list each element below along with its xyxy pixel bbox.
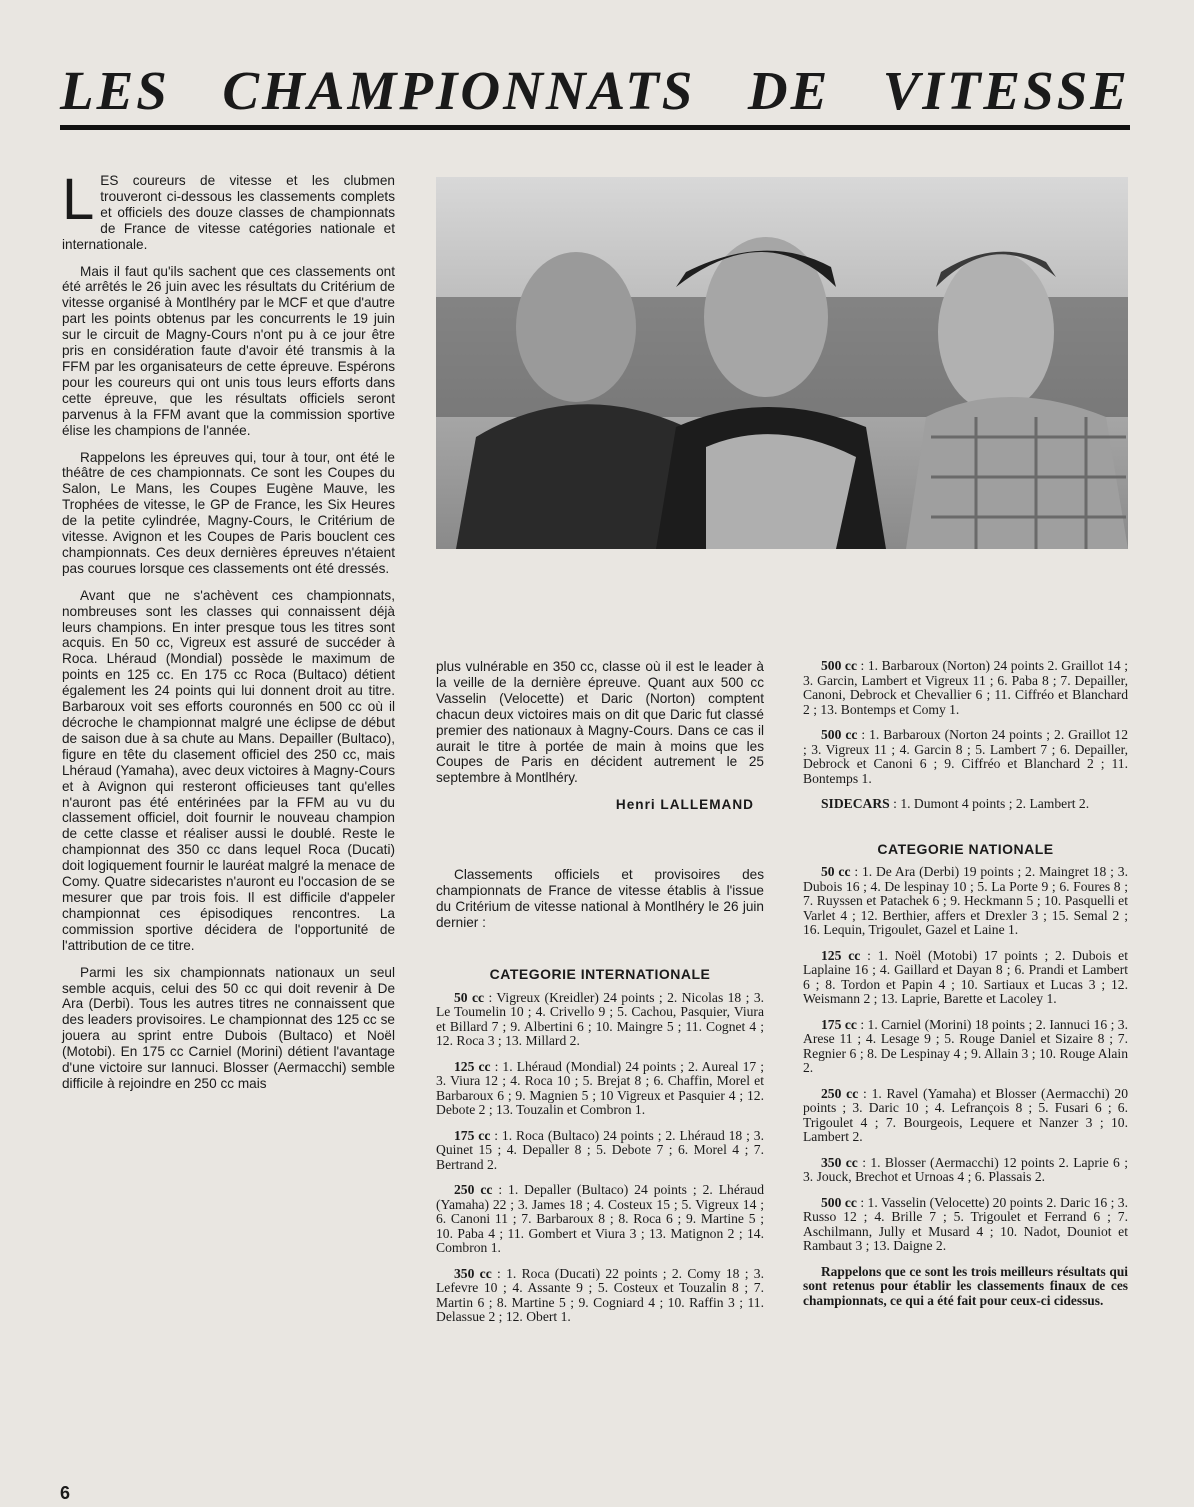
result-entry: 350 cc : 1. Blosser (Aermacchi) 12 points 2. Laprie 6 ; 3. Jouck, Brechot et Urnoas 4 ; 6. Plassais 2.	[803, 1154, 1128, 1185]
result-entry: SIDECARS : 1. Dumont 4 points ; 2. Lambert 2.	[821, 796, 1090, 811]
article-column-3	[803, 659, 1128, 1319]
article-column-1	[62, 167, 395, 1103]
result-entry: 175 cc : 1. Roca (Bultaco) 24 points ; 2. Lhéraud 18 ; 3. Quinet 15 ; 4. Depaller 8 ; 5. Debote 7 ; 6. Morel 4 ; 7. Bertrand 2.	[436, 1127, 764, 1172]
result-entry: 125 cc : 1. Noël (Motobi) 17 points ; 2. Dubois et Laplaine 16 ; 4. Gaillard et Dayan 8 ; 6. Prandi et Lambert 6 ; 8. Tordon et Papin 4 ; 10. Sartiaux et Lucas 3 ; 12. Weismann 2 ; 13. Laprie, Barette et Lacoley 1.	[803, 947, 1128, 1007]
body-paragraph: Rappelons les épreuves qui, tour à tour, ont été le théâtre de ces championnats. Ce sont les Coupes du Salon, Le Mans, les Coupes Eugène Mauve, les Trophées de vitesse, le GP de France, les Six Heures de la petite cylindrée, Magny-Cours, le Critérium de vitesse. Avignon et les Coupes de Paris bouclent ces championnats. Ces deux dernières épreuves n'étaient pas courues lorsque ces classements ont été dressés.	[62, 449, 395, 576]
body-paragraph: Mais il faut qu'ils sachent que ces classements ont été arrêtés le 26 juin avec les résultats du Critérium de vitesse organisé à Montlhéry par le MCF et que d'autre part les points obtenus par les concurrents le 19 juin sur le circuit de Magny-Cours n'ont pu à ce jour être pris en considération faute d'avoir été transmis à la FFM par les organisateurs de cette épreuve. Espérons pour les coureurs qui ont unis tous leurs efforts dans cette épreuve, que les résultats officiels seront parvenus à la FFM avant que la commission sportive élise les champions de l'année.	[62, 263, 395, 438]
intro-paragraph: LES coureurs de vitesse et les clubmen trouveront ci-dessous les classements complets et officiels des douze classes de championnats de France de vitesse catégories nationale et internationale.	[62, 167, 395, 252]
results-intro: Classements officiels et provisoires des championnats de France de vitesse établis à l'issue du Critérium de vitesse national à Montlhéry le 26 juin dernier :	[436, 867, 764, 930]
result-entry: 500 cc : 1. Barbaroux (Norton 24 points ; 2. Graillot 12 ; 3. Vigreux 11 ; 4. Garcin 8 ; 5. Lambert 7 ; 6. Depailler, Debrock et Canoni 6 ; 9. Ciffréo et Blanchard 2 ; 11. Bontemps 1.	[803, 727, 1129, 786]
title-word: VITESSE	[882, 60, 1130, 121]
result-entry: 50 cc : 1. De Ara (Derbi) 19 points ; 2. Maingret 18 ; 3. Dubois 16 ; 4. De lespinay 10 ; 5. La Porte 9 ; 6. Foures 8 ; 7. Ruyssen et Patachek 6 ; 9. Heckmann 5 ; 10. Pasquelli et Varlet 4 ; 12. Berthier, affers et Drexler 3 ; 15. Semal 2 ; 16. Lequin, Trigoulet, Gazel et Laine 1.	[803, 864, 1128, 938]
result-entry: 500 cc : 1. Barbaroux (Norton) 24 points 2. Graillot 14 ; 3. Garcin, Lambert et Vigreux 11 ; 6. Paba 8 ; 7. Depailler, Canoni, Debrock et Chevallier 6 ; 11. Ciffréo et Blanchard 2 ; 13. Bontemps et Comy 1.	[803, 658, 1128, 717]
section-heading: CATEGORIE INTERNATIONALE	[489, 965, 711, 982]
body-paragraph: Avant que ne s'achèvent ces championnats, nombreuses sont les classes qui connaissent déjà leurs champions. En inter presque tous les titres sont acquis. En 50 cc, Vigreux est assuré de succéder à Roca. Lhéraud (Mondial) possède le maximum de points en 125 cc. En 175 cc Roca (Bultaco) détient également les 24 points qui lui donnent droit au titre. Barbaroux voit ses efforts couronnés en 500 cc où il décroche le championnat malgré une éclipse de début de saison due à sa chute au Mans. Depailler (Bultaco), figure en tête du clasement officiel des 250 cc, mais Lhéraud (Yamaha), avec deux victoires à Magny-Cours et à Avignon qui resteront officieuses tant qu'elles n'auront pas été entérinées par la FFM au vu du classement officiel, doit fournir le nouveau champion de cette classe et réaliser aussi le doublé. Reste le championnat des 350 cc dans lequel Roca (Ducati) doit logiquement fournir le lauréat malgré la menace de Comy. Quatre sidecaristes n'auront eu l'occasion de se mesurer que par trois fois. Il est difficile d'appeler championnat ces épisodiques rencontres. La commission sportive décidera de l'opportunité de l'attribution de ce titre.	[62, 587, 395, 953]
result-entry: 250 cc : 1. Depaller (Bultaco) 24 points ; 2. Lhéraud (Yamaha) 22 ; 3. James 18 ; 4. Costeux 15 ; 5. Vigreux 14 ; 6. Canoni 11 ; 7. Barbaroux 8 ; 8. Roca 6 ; 9. Martine 5 ; 10. Paba 4 ; 11. Gombert et Viura 3 ; 13. Matignon 2 ; 14. Combron 1.	[436, 1182, 765, 1256]
page-title	[60, 58, 1130, 124]
author-signature: Henri LALLEMAND	[615, 797, 754, 813]
title-word: LES	[60, 60, 170, 121]
page-number: 6	[60, 1483, 71, 1503]
title-word: CHAMPIONNATS	[222, 60, 696, 121]
result-entry: 175 cc : 1. Carniel (Morini) 18 points ; 2. Iannuci 16 ; 3. Arese 11 ; 4. Lesage 9 ; 5. Rouge Daniel et Sizaire 8 ; 7. Regnier 6 ; 8. De Lespinay 4 ; 9. Allain 3 ; 10. Rouge Alain 2.	[803, 1016, 1128, 1076]
drop-cap: L	[62, 167, 95, 232]
body-paragraph: plus vulnérable en 350 cc, classe où il est le leader à la veille de la dernière épreuve. Quant aux 500 cc Vasselin (Velocette) et Daric (Norton) comptent chacun deux victoires mais on dit que Daric fut classé premier des nationaux à Magny-Cours. Dans ce cas il aurait le titre à portée de main à moins que les Coupes de Paris en décident autrement le 25 septembre à Montlhéry.	[436, 659, 764, 786]
result-entry: 250 cc : 1. Ravel (Yamaha) et Blosser (Aermacchi) 20 points ; 3. Daric 10 ; 4. Lefrançois 8 ; 5. Fusari 6 ; 6. Trigoulet 4 ; 7. Bourgeois, Lequere et Nanzer 3 ; 10. Lambert 2.	[803, 1085, 1129, 1145]
article-column-2	[436, 659, 764, 1336]
result-entry: 350 cc : 1. Roca (Ducati) 22 points ; 2. Comy 18 ; 3. Lefevre 10 ; 4. Assante 9 ; 5. Costeux et Touzalin 8 ; 7. Martin 6 ; 8. Martine 5 ; 9. Cogniard 4 ; 10. Raffin 3 ; 11. Delassue 2 ; 12. Obert 1.	[436, 1265, 764, 1325]
result-entry: 500 cc : 1. Vasselin (Velocette) 20 points 2. Daric 16 ; 3. Russo 12 ; 4. Brille 7 ; 5. Trigoulet et Ferrand 6 ; 7. Aschilmann, Jully et Musard 4 ; 10. Nadot, Douniot et Rambaut 3 ; 13. Daigne 2.	[803, 1194, 1128, 1254]
body-paragraph: Parmi les six championnats nationaux un seul semble acquis, celui des 50 cc qui doit revenir à De Ara (Derbi). Tous les autres titres ne connaissent que des leaders provisoires. Le championnat des 125 cc se jouera au sprint entre Dubois (Bultaco) et Noël (Motobi). En 175 cc Carniel (Morini) détient l'avantage d'une victoire sur Iannuci. Blosser (Aermacchi) semble difficile à rejoindre en 250 cc mais	[62, 964, 395, 1091]
title-word: DE	[747, 60, 831, 121]
riders-photo	[436, 177, 1128, 549]
result-entry: 125 cc : 1. Lhéraud (Mondial) 24 points ; 2. Aureal 17 ; 3. Viura 12 ; 4. Roca 10 ; 5. Brejat 8 ; 6. Chaffin, Morel et Barbaroux 6 ; 9. Magnien 5 ; 10 Vigreux et Pasquier 4 ; 12. Debote 2 ; 13. Touzalin et Combron 1.	[436, 1058, 765, 1118]
closing-note: Rappelons que ce sont les trois meilleurs résultats qui sont retenus pour établir les classements finaux de ces championnats, ce qui a été fait pour ceux-ci cidessus.	[803, 1263, 1128, 1308]
title-rule	[60, 125, 1130, 130]
result-entry: 50 cc : Vigreux (Kreidler) 24 points ; 2. Nicolas 18 ; 3. Le Toumelin 10 ; 4. Crivello 9 ; 5. Cachou, Pasquier, Viura et Billard 7 ; 9. Albertini 6 ; 10. Maingre 5 ; 11. Cognet 4 ; 12. Roca 3 ; 13. Millard 2.	[436, 989, 765, 1049]
section-heading: CATEGORIE NATIONALE	[877, 840, 1054, 857]
